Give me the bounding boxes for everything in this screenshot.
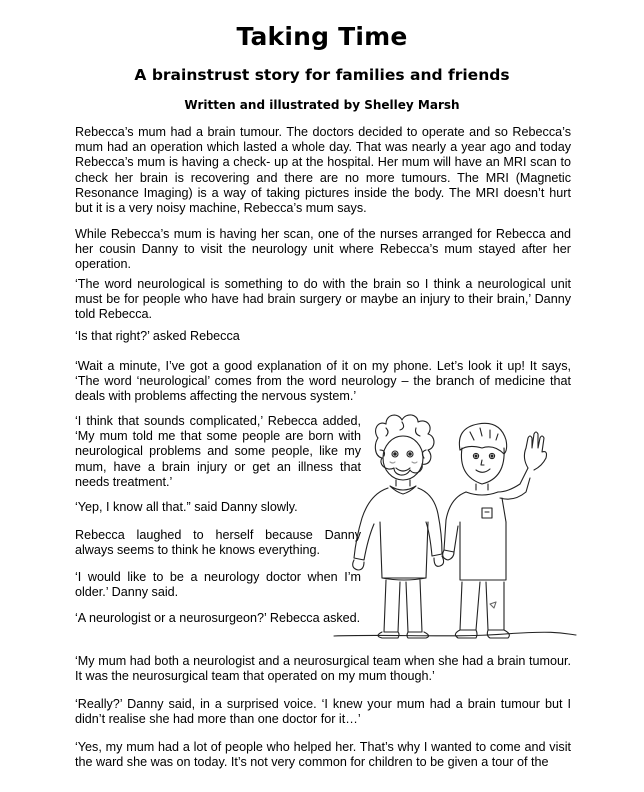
paragraph-11: ‘My mum had both a neurologist and a neurosurgical team when she had a brain tumour. It was the neurosurgical team that operated on my mum though.’ — [75, 654, 571, 684]
paragraph-1: Rebecca’s mum had a brain tumour. The doctors decided to operate and so Rebecca’s mum had an operation which lasted a whole day. That was nearly a year ago and today Rebecca’s mum is having a check- up at the hospital. Her mum will have an MRI scan to check her brain is recovering and there are no more tumours. The MRI (Magnetic Resonance Imaging) is a way of taking pictures inside the body. The MRI doesn’t hurt but it is a very noisy machine, Rebecca’s mum says. — [75, 125, 571, 216]
page-subtitle: A brainstrust story for families and friends — [134, 66, 510, 84]
paragraph-4: ‘Is that right?’ asked Rebecca — [75, 329, 240, 343]
paragraph-7: ‘Yep, I know all that.” said Danny slowly. — [75, 500, 298, 514]
byline: Written and illustrated by Shelley Marsh — [184, 98, 460, 112]
paragraph-8: Rebecca laughed to herself because Danny always seems to think he knows everything. — [75, 528, 361, 558]
paragraph-5: ‘Wait a minute, I’ve got a good explanation of it on my phone. Let’s look it up! It says, ‘The word ‘neurological’ comes from the word neurology – the branch of medicine that deals with problems affecting the nervous system.’ — [75, 359, 571, 404]
paragraph-9: ‘I would like to be a neurology doctor when I’m older.’ Danny said. — [75, 570, 361, 600]
paragraph-10: ‘A neurologist or a neurosurgeon?’ Rebecca asked. — [75, 611, 361, 625]
children-sketch-illustration — [330, 398, 580, 650]
girl-figure — [353, 415, 444, 638]
paragraph-3: ‘The word neurological is something to do with the brain so I think a neurological unit must be for people who have had brain surgery or maybe an injury to their brain,’ Danny told Rebecca. — [75, 277, 571, 322]
paragraph-12: ‘Really?’ Danny said, in a surprised voice. ‘I knew your mum had a brain tumour but I didn’t realise she had more than one doctor for it…’ — [75, 697, 571, 727]
page-title: Taking Time — [236, 22, 408, 51]
boy-figure — [443, 423, 547, 638]
paragraph-13: ‘Yes, my mum had a lot of people who helped her. That’s why I wanted to come and visit the ward she was on today. It’s not very common for children to be given a tour of the — [75, 740, 571, 770]
paragraph-2: While Rebecca’s mum is having her scan, one of the nurses arranged for Rebecca and her cousin Danny to visit the neurology unit where Rebecca’s mum stayed after her operation. — [75, 227, 571, 272]
paragraph-6: ‘I think that sounds complicated,’ Rebecca added, ‘My mum told me that some people are born with neurological problems and some people, like my mum, have a brain injury or get an illness that needs treatment.’ — [75, 414, 361, 489]
